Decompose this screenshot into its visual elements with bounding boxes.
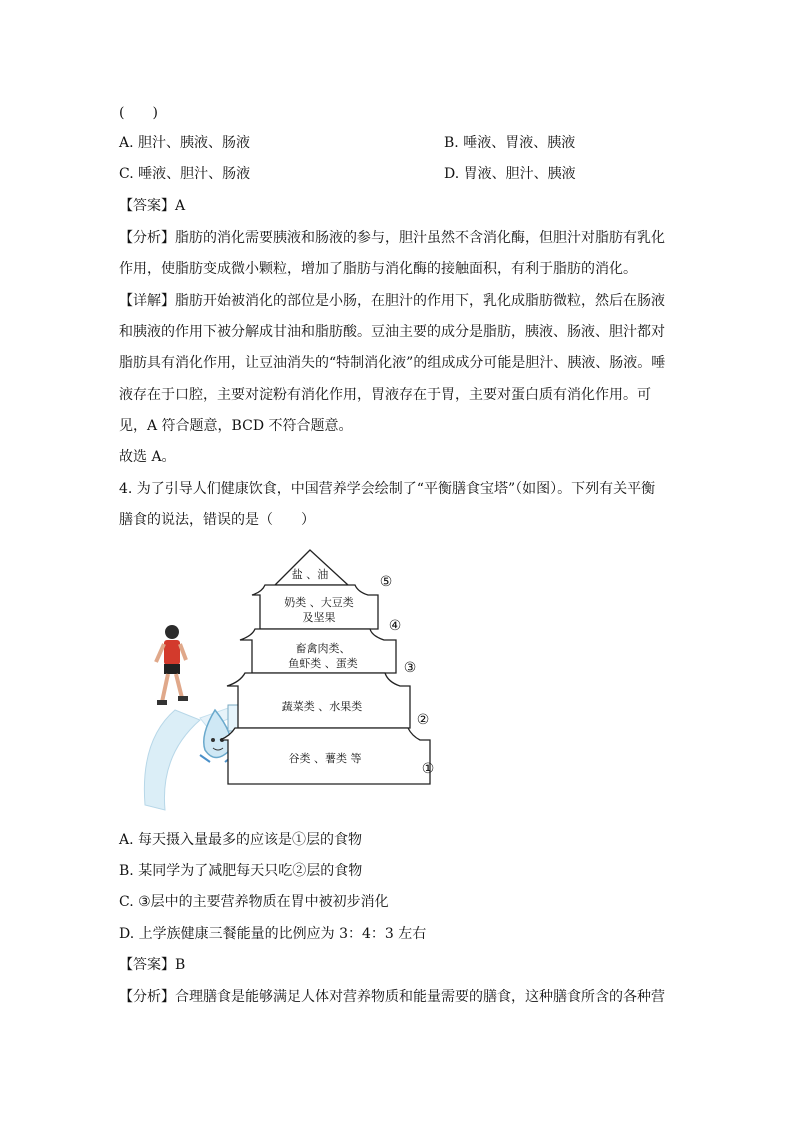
track-swoosh [144,710,200,810]
pyramid-level-4b: 及坚果 [302,611,336,624]
q4-answer: 【答案】B [119,957,186,973]
level-number-1: ① [421,761,435,777]
q3-analysis-1: 【分析】脂肪的消化需要胰液和肠液的参与，胆汁虽然不含消化酶，但胆汁对脂肪有乳化 [119,230,665,246]
q4-option-b: B. 某同学为了减肥每天只吃②层的食物 [119,863,363,879]
option-a: A. 胆汁、胰液、肠液 [119,135,251,151]
q3-detail-5: 见，A 符合题意，BCD 不符合题意。 [119,418,353,434]
runner-figure [156,625,188,705]
q4-option-a: A. 每天摄入量最多的应该是①层的食物 [119,832,363,848]
option-b: B. 唾液、胃液、胰液 [444,135,576,151]
food-pyramid-figure [130,540,450,820]
q4-stem-2: 膳食的说法，错误的是（ ） [119,512,315,528]
pyramid-level-3b: 鱼虾类 、蛋类 [288,657,358,670]
level-number-5: ⑤ [379,574,393,590]
pyramid-level-4a: 奶类 、大豆类 [284,596,354,609]
q3-paren: ( ) [119,105,158,121]
q4-analysis: 【分析】合理膳食是能够满足人体对营养物质和能量需要的膳食，这种膳食所含的各种营 [119,989,665,1005]
q3-analysis-2: 作用，使脂肪变成微小颗粒，增加了脂肪与消化酶的接触面积，有利于脂肪的消化。 [119,261,637,277]
pyramid-level-1: 谷类 、薯类 等 [288,752,362,765]
q3-answer: 【答案】A [119,198,186,214]
pyramid-level-5: 盐 、油 [291,568,329,581]
q3-choose: 故选 A。 [119,449,176,465]
q4-option-c: C. ③层中的主要营养物质在胃中被初步消化 [119,894,389,910]
option-c: C. 唾液、胆汁、肠液 [119,166,251,182]
q4-stem-1: 4. 为了引导人们健康饮食，中国营养学会绘制了“平衡膳食宝塔”（如图）。下列有关平衡 [119,481,656,497]
pyramid-level-2: 蔬菜类 、水果类 [281,700,363,713]
pyramid-level-3a: 畜禽肉类、 [295,642,351,655]
q3-detail-1: 【详解】脂肪开始被消化的部位是小肠，在胆汁的作用下，乳化成脂肪微粒，然后在肠液 [119,293,665,309]
q3-detail-2: 和胰液的作用下被分解成甘油和脂肪酸。豆油主要的成分是脂肪，胰液、肠液、胆汁都对 [119,324,665,340]
level-number-3: ③ [403,660,417,676]
q3-detail-3: 脂肪具有消化作用，让豆油消失的“特制消化液”的组成成分可能是胆汁、胰液、肠液。唾 [119,355,666,371]
level-number-2: ② [416,712,430,728]
option-d: D. 胃液、胆汁、胰液 [444,166,576,182]
q3-detail-4: 液存在于口腔，主要对淀粉有消化作用，胃液存在于胃，主要对蛋白质有消化作用。可 [119,387,651,403]
q4-option-d: D. 上学族健康三餐能量的比例应为 3：4：3 左右 [119,926,427,942]
level-number-4: ④ [388,618,402,634]
